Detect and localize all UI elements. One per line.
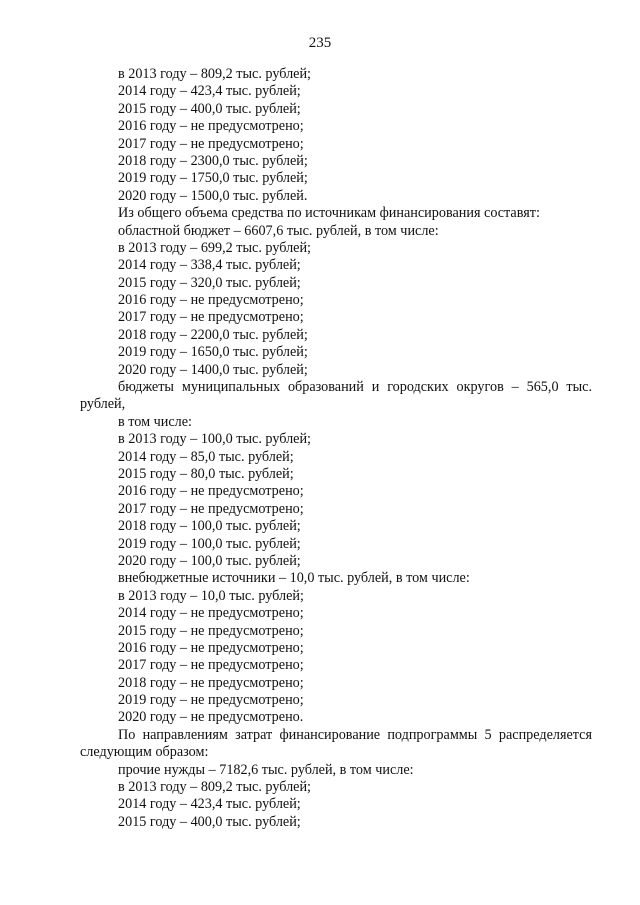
text-line: 2015 году – 320,0 тыс. рублей; [118,274,301,291]
text-line: внебюджетные источники – 10,0 тыс. рублей, в том числе: [118,570,470,587]
text-line: 2014 году – 423,4 тыс. рублей; [118,796,301,813]
text-line: в 2013 году – 809,2 тыс. рублей; [118,66,311,82]
text-line: 2017 году – не предусмотрено; [118,135,304,152]
text-line: 2018 году – не предусмотрено; [118,674,304,691]
text-line: прочие нужды – 7182,6 тыс. рублей, в том числе: [118,761,414,778]
text-line: 2016 году – не предусмотрено; [118,292,304,309]
text-line: областной бюджет – 6607,6 тыс. рублей, в том числе: [118,222,439,239]
page-number: 235 [308,35,332,51]
text-line: 2020 году – не предусмотрено. [118,709,304,726]
text-line: в 2013 году – 100,0 тыс. рублей; [118,431,311,448]
text-line: 2020 году – 1400,0 тыс. рублей; [118,361,308,378]
text-line: 2014 году – 85,0 тыс. рублей; [118,448,294,465]
text-line: в том числе: [118,413,192,430]
text-line: 2015 году – 400,0 тыс. рублей; [118,813,301,830]
text-line: в 2013 году – 699,2 тыс. рублей; [118,239,311,256]
text-line: 2019 году – 100,0 тыс. рублей; [118,535,301,552]
text-line: 2016 году – не предусмотрено; [118,118,304,135]
text-line: 2020 году – 1500,0 тыс. рублей. [118,187,308,204]
text-line: 2017 году – не предусмотрено; [118,309,304,326]
document-body [80,66,592,831]
text-line: бюджеты муниципальных образований и городских округов – 565,0 тыс. [118,379,592,396]
text-line: 2016 году – не предусмотрено; [118,639,304,656]
text-line: в 2013 году – 809,2 тыс. рублей; [118,779,311,796]
text-line: 2015 году – 80,0 тыс. рублей; [118,466,294,482]
text-line: следующим образом: [80,744,209,761]
text-line: 2019 году – 1650,0 тыс. рублей; [118,344,308,361]
text-line: в 2013 году – 10,0 тыс. рублей; [118,587,304,604]
text-line: Из общего объема средства по источникам финансирования составят: [118,205,540,222]
text-line: 2019 году – не предусмотрено; [118,692,304,709]
text-line: 2018 году – 2300,0 тыс. рублей; [118,152,308,169]
text-line: 2014 году – не предусмотрено; [118,605,304,622]
text-line: 2016 году – не предусмотрено; [118,483,304,500]
text-line: По направлениям затрат финансирование подпрограммы 5 распределяется [118,726,592,743]
text-line: 2015 году – не предусмотрено; [118,622,304,639]
text-line: 2018 году – 2200,0 тыс. рублей; [118,326,308,343]
text-line: 2014 году – 423,4 тыс. рублей; [118,83,301,100]
text-line: 2018 году – 100,0 тыс. рублей; [118,518,301,535]
text-line: 2019 году – 1750,0 тыс. рублей; [118,170,308,187]
text-line: рублей, [80,396,126,413]
text-line: 2015 году – 400,0 тыс. рублей; [118,100,301,117]
text-line: 2014 году – 338,4 тыс. рублей; [118,257,301,274]
text-line: 2017 году – не предусмотрено; [118,657,304,674]
text-line: 2020 году – 100,0 тыс. рублей; [118,552,301,569]
text-line: 2017 году – не предусмотрено; [118,500,304,517]
